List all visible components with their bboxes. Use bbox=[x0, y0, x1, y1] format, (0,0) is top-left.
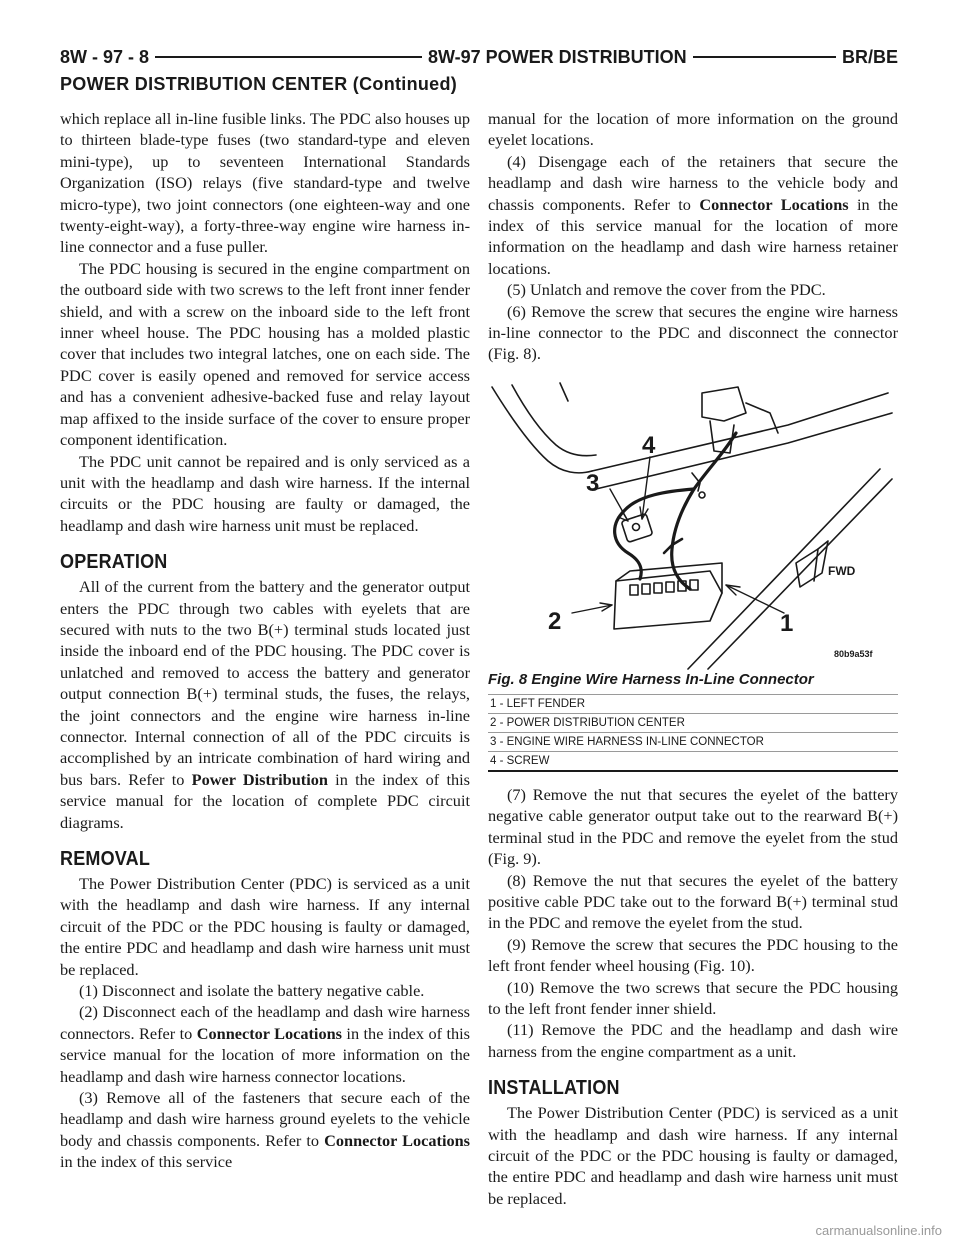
fwd-arrow-body bbox=[796, 541, 828, 587]
chapter-title: 8W-97 POWER DISTRIBUTION bbox=[422, 46, 693, 68]
engine-component bbox=[702, 387, 746, 421]
step-4-text-a: (4) Disengage each of the retainers that secure the headlamp and dash wire harness to the vehicle body and chassis components. Refer to bbox=[488, 151, 898, 214]
removal-heading: REMOVAL bbox=[60, 847, 151, 870]
callout-label-3: 3 bbox=[586, 469, 600, 497]
pdc-housing bbox=[614, 571, 722, 629]
right-column bbox=[488, 108, 898, 1209]
removal-step-8: (8) Remove the nut that secures the eyelet of the battery positive cable PDC take out to the forward B(+) terminal stud in the PDC and remove the eyelet from the stud. bbox=[488, 870, 898, 933]
wire-harness-main bbox=[672, 433, 736, 589]
figure-8-illustration bbox=[488, 373, 898, 671]
removal-step-9: (9) Remove the screw that secures the PDC housing to the left front fender wheel housing (Fig. 10). bbox=[488, 934, 898, 976]
operation-heading: OPERATION bbox=[60, 550, 168, 573]
step-3-text-b: in the index of this service bbox=[60, 1152, 233, 1172]
removal-step-6: (6) Remove the screw that secures the engine wire harness in-line connector to the PDC and disconnect the connector (Fig. 8). bbox=[488, 301, 898, 364]
removal-step-7: (7) Remove the nut that secures the eyelet of the battery negative cable generator output take out to the rearward B(+) terminal stud in the PDC and remove the eyelet from the stud (Fig. 9). bbox=[488, 784, 898, 869]
removal-step-3 bbox=[60, 1087, 470, 1173]
removal-step-2 bbox=[60, 1001, 470, 1087]
left-column bbox=[60, 108, 470, 1173]
step-3-text-a: (3) Remove all of the fasteners that secure each of the headlamp and dash wire harness ground eyelets to the vehicle body and chassis components. Refer to bbox=[60, 1088, 470, 1150]
engine-bracket bbox=[710, 421, 734, 453]
section-title: POWER DISTRIBUTION CENTER (Continued) bbox=[60, 74, 458, 94]
step-3-reference: Connector Locations bbox=[324, 1130, 471, 1150]
harness-screw bbox=[699, 492, 705, 498]
removal-step-5: (5) Unlatch and remove the cover from the PDC. bbox=[507, 280, 826, 300]
step-2-reference: Connector Locations bbox=[196, 1023, 342, 1043]
legend-item-1: 1 - LEFT FENDER bbox=[488, 694, 898, 713]
figure-code: 80b9a53f bbox=[834, 648, 873, 659]
body-rail-upper bbox=[592, 393, 888, 471]
step-4-text-b: in the index of this service manual for the location of more information on the headlamp and dash wire harness retainer locations. bbox=[488, 194, 898, 278]
paragraph-operation bbox=[60, 576, 470, 833]
fender-edge-inner bbox=[512, 385, 596, 456]
step-4-reference: Connector Locations bbox=[699, 194, 849, 214]
paragraph-removal-intro: The Power Distribution Center (PDC) is serviced as a unit with the headlamp and dash wire harness. If any internal circuit of the PDC or the PDC housing is faulty or damaged, the entire PDC and headlamp and dash wire harness unit must be replaced. bbox=[60, 874, 470, 979]
callout-line-4 bbox=[642, 457, 650, 519]
page-header bbox=[60, 46, 898, 70]
legend-item-2: 2 - POWER DISTRIBUTION CENTER bbox=[488, 713, 898, 732]
step-2-text-b: in the index of this service manual for the location of more information on the headlamp and dash wire harness connector locations. bbox=[60, 1023, 470, 1086]
paragraph-installation-intro: The Power Distribution Center (PDC) is serviced as a unit with the headlamp and dash wire harness. If any internal circuit of the PDC or the PDC housing is faulty or damaged, the entire PDC and headlamp and dash wire harness unit must be replaced. bbox=[488, 1103, 898, 1208]
fender-line-front bbox=[708, 479, 892, 669]
legend-item-3: 3 - ENGINE WIRE HARNESS IN-LINE CONNECTOR bbox=[488, 732, 898, 751]
legend-rule bbox=[488, 770, 898, 772]
removal-step-1: (1) Disconnect and isolate the battery negative cable. bbox=[79, 981, 425, 1001]
operation-text-a: All of the current from the battery and the generator output enters the PDC through two cables with eyelets that are secured with nuts to the two B(+) terminal studs located just inside the inboard end of the PDC housing. The PDC cover is unlatched and removed to access the battery and generator output connection B(+) terminal studs, the fuses, the relays, the joint connectors and the engine wire harness in-line connector. Internal connection of all of the PDC circuits is accomplished by an intricate combination of hard wiring and bus bars. Refer to bbox=[60, 577, 470, 789]
legend-item-4: 4 - SCREW bbox=[488, 751, 898, 770]
page-number: 8W - 97 - 8 bbox=[60, 46, 155, 68]
installation-heading: INSTALLATION bbox=[488, 1076, 620, 1099]
callout-label-4: 4 bbox=[642, 431, 656, 459]
removal-step-11: (11) Remove the PDC and the headlamp and dash wire harness from the engine compartment as a unit. bbox=[488, 1020, 898, 1061]
body-rail-lower bbox=[596, 413, 892, 489]
figure-caption: Fig. 8 Engine Wire Harness In-Line Connector bbox=[488, 670, 814, 688]
pdc-top-edge bbox=[616, 563, 722, 593]
paragraph-pdc-contents: which replace all in-line fusible links. The PDC also houses up to thirteen blade-type fuses (two standard-type and eleven mini-type), up to seventeen International Standards Organization (ISO) relays (five standard-type and twelve micro-type), two joint connectors (one eighteen-way and one twenty-eight-way), a forty-three-way engine wire harness in-line connector and a fuse puller. bbox=[60, 109, 470, 257]
watermark: carmanualsonline.info bbox=[815, 1223, 942, 1238]
removal-step-4 bbox=[488, 151, 898, 279]
operation-reference: Power Distribution bbox=[191, 769, 328, 789]
fender-tick bbox=[560, 383, 568, 401]
paragraph-pdc-service: The PDC unit cannot be repaired and is only serviced as a unit with the headlamp and dash wire harness. If the internal circuits or the PDC housing are faulty or damaged, the headlamp and dash wire harness unit must be replaced. bbox=[60, 451, 470, 535]
step-2-text-a: (2) Disconnect each of the headlamp and dash wire harness connectors. Refer to bbox=[60, 1002, 470, 1043]
fwd-label: FWD bbox=[828, 563, 856, 578]
paragraph-pdc-housing: The PDC housing is secured in the engine compartment on the outboard side with two screws to the left front inner fender shield, and with a screw on the inboard side to the left front inner wheel house. The PDC housing has a molded plastic cover that includes two integral latches, one on each side. The PDC cover is easily opened and removed for service access and has a convenient adhesive-backed fuse and relay layout map affixed to the inside surface of the cover to ensure proper component identification. bbox=[60, 258, 470, 450]
callout-label-2: 2 bbox=[548, 607, 562, 635]
harness-connector-drawing bbox=[488, 373, 898, 671]
connector-screw bbox=[633, 523, 640, 530]
operation-text-b: in the index of this service manual for the location of complete PDC circuit diagrams. bbox=[60, 769, 470, 832]
model-code: BR/BE bbox=[836, 46, 898, 68]
removal-step-10: (10) Remove the two screws that secure the PDC housing to the left front fender inner shield. bbox=[488, 977, 898, 1018]
callout-label-1: 1 bbox=[780, 609, 794, 637]
wire-harness-branch bbox=[615, 489, 694, 579]
removal-step-3-continued: manual for the location of more information on the ground eyelet locations. bbox=[488, 109, 898, 150]
